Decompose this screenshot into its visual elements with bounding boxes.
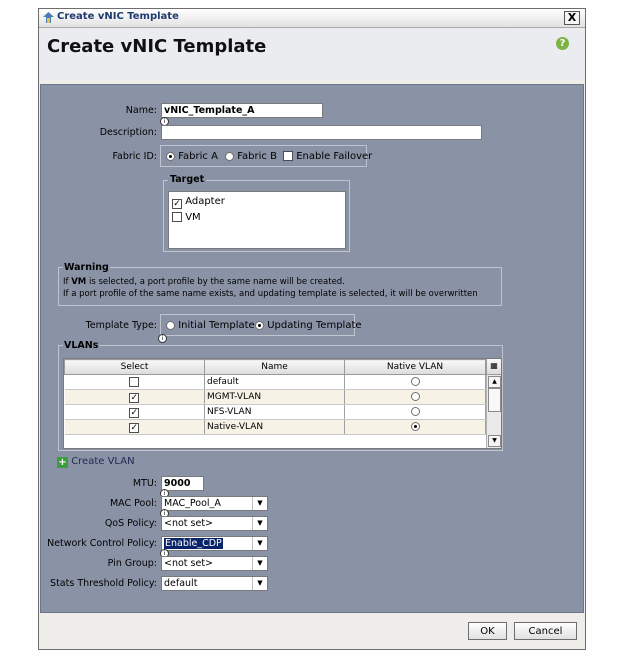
adapter-checkbox[interactable]: ✓ xyxy=(173,199,181,209)
fabric-a-option[interactable] xyxy=(166,151,218,162)
vlan-select-checkbox[interactable]: ✓ xyxy=(130,423,139,433)
ncp-info-icon: i xyxy=(160,549,169,558)
description-label: Description: xyxy=(99,127,157,138)
fabric-b-option[interactable] xyxy=(225,151,277,162)
form-panel xyxy=(40,84,584,613)
updating-template-option[interactable] xyxy=(255,320,362,331)
plus-icon: + xyxy=(58,457,67,468)
pin-group-select[interactable] xyxy=(161,556,268,571)
warning-group xyxy=(58,262,502,306)
network-control-policy-select[interactable] xyxy=(161,536,268,551)
help-icon[interactable]: ? xyxy=(556,37,569,50)
qos-policy-label: QoS Policy: xyxy=(104,518,157,529)
vlan-select-checkbox[interactable]: ✓ xyxy=(130,408,139,418)
mac-pool-value: MAC_Pool_A xyxy=(164,498,221,509)
dialog-header xyxy=(39,28,585,80)
select-cell xyxy=(65,375,205,390)
warning-text-rest: is selected, a port profile by the same name will be created. xyxy=(86,277,345,287)
native-cell xyxy=(345,405,486,420)
fabric-b-radio[interactable] xyxy=(225,152,234,161)
vlans-table-container xyxy=(63,358,502,449)
native-cell xyxy=(345,375,486,390)
close-button[interactable]: X xyxy=(564,11,580,25)
chevron-down-icon[interactable]: ▼ xyxy=(252,537,267,550)
create-vlan-link[interactable] xyxy=(57,456,135,468)
column-header-native-vlan[interactable]: Native VLAN xyxy=(345,360,486,375)
stats-threshold-policy-label: Stats Threshold Policy: xyxy=(50,578,157,589)
select-cell xyxy=(65,420,205,435)
initial-template-label: Initial Template xyxy=(178,320,255,331)
template-type-info-icon: i xyxy=(158,334,167,343)
network-control-policy-label: Network Control Policy: xyxy=(47,538,157,549)
chevron-down-icon[interactable]: ▼ xyxy=(252,517,267,530)
chevron-down-icon[interactable]: ▼ xyxy=(252,557,267,570)
table-row[interactable] xyxy=(65,420,486,435)
initial-template-radio[interactable] xyxy=(166,321,175,330)
scroll-down-icon[interactable]: ▼ xyxy=(488,435,501,447)
qos-policy-select[interactable] xyxy=(161,516,268,531)
vlans-scrollbar[interactable] xyxy=(486,375,501,448)
vlan-select-checkbox[interactable]: ✓ xyxy=(130,393,139,403)
native-cell xyxy=(345,420,486,435)
vlan-name-cell: default xyxy=(205,375,345,390)
updating-template-label: Updating Template xyxy=(267,320,362,331)
vlans-group xyxy=(58,340,503,451)
description-input[interactable] xyxy=(161,125,482,140)
template-type-group xyxy=(160,314,362,336)
enable-failover-option[interactable] xyxy=(283,151,372,162)
native-vlan-radio[interactable] xyxy=(411,392,420,401)
vlans-title: VLANs xyxy=(64,340,99,351)
vm-label: VM xyxy=(185,212,201,223)
adapter-label: Adapter xyxy=(185,196,225,207)
cancel-button[interactable]: Cancel xyxy=(514,622,577,640)
table-row[interactable] xyxy=(65,375,486,390)
mac-pool-select[interactable] xyxy=(161,496,268,511)
title-bar[interactable] xyxy=(39,9,585,28)
warning-title: Warning xyxy=(64,262,109,273)
pin-group-value: <not set> xyxy=(164,558,214,569)
fabric-b-label: Fabric B xyxy=(237,151,277,162)
mtu-input[interactable]: 9000 xyxy=(161,476,204,491)
mac-pool-label: MAC Pool: xyxy=(109,498,157,509)
scroll-up-icon[interactable]: ▲ xyxy=(488,376,501,388)
template-type-label: Template Type: xyxy=(85,320,157,331)
vlan-name-cell: MGMT-VLAN xyxy=(205,390,345,405)
vlan-select-checkbox[interactable] xyxy=(129,377,139,387)
warning-line-1 xyxy=(63,277,345,287)
column-header-name[interactable]: Name xyxy=(205,360,345,375)
target-adapter-item[interactable] xyxy=(172,196,225,209)
mac-pool-info-icon: i xyxy=(160,509,169,518)
mtu-label: MTU: xyxy=(132,478,157,489)
target-vm-item[interactable] xyxy=(172,212,201,223)
qos-policy-value: <not set> xyxy=(164,518,214,529)
name-label: Name: xyxy=(125,105,157,116)
app-icon xyxy=(43,12,54,23)
page-title: Create vNIC Template xyxy=(47,36,267,57)
initial-template-option[interactable] xyxy=(166,320,255,331)
stats-threshold-policy-value: default xyxy=(164,578,198,589)
target-list xyxy=(168,191,346,249)
table-row[interactable] xyxy=(65,390,486,405)
target-title: Target xyxy=(170,174,205,185)
select-cell xyxy=(65,390,205,405)
vm-checkbox[interactable] xyxy=(172,212,182,222)
enable-failover-label: Enable Failover xyxy=(296,151,373,162)
updating-template-radio[interactable] xyxy=(255,321,264,330)
enable-failover-checkbox[interactable] xyxy=(283,151,293,161)
stats-threshold-policy-select[interactable] xyxy=(161,576,268,591)
warning-vm-bold: VM xyxy=(71,277,87,287)
table-row[interactable] xyxy=(65,405,486,420)
vlan-name-cell: Native-VLAN xyxy=(205,420,345,435)
native-cell xyxy=(345,390,486,405)
warning-line-2: If a port profile of the same name exists, and updating template is selected, it will be overwritten xyxy=(63,289,478,299)
network-control-policy-value: Enable_CDP xyxy=(165,538,222,549)
window-title: Create vNIC Template xyxy=(57,11,179,22)
mtu-info-icon: i xyxy=(160,489,169,498)
native-vlan-radio[interactable] xyxy=(411,377,420,386)
name-info-icon: i xyxy=(160,117,169,126)
vlan-name-cell: NFS-VLAN xyxy=(205,405,345,420)
fabric-a-label: Fabric A xyxy=(178,151,218,162)
native-vlan-radio[interactable] xyxy=(411,407,420,416)
pin-group-label: Pin Group: xyxy=(107,558,157,569)
chevron-down-icon[interactable]: ▼ xyxy=(252,497,267,510)
vlans-table xyxy=(64,359,486,435)
scroll-thumb[interactable] xyxy=(488,388,501,412)
select-cell xyxy=(65,405,205,420)
native-vlan-radio[interactable] xyxy=(411,422,420,431)
warning-text: If xyxy=(63,277,72,287)
fabric-a-radio[interactable] xyxy=(166,152,175,161)
chevron-down-icon[interactable]: ▼ xyxy=(252,577,267,590)
column-chooser-icon[interactable]: ▦ xyxy=(486,359,501,375)
fabric-id-label: Fabric ID: xyxy=(112,151,157,162)
ok-button[interactable]: OK xyxy=(468,622,507,640)
dialog-window xyxy=(38,8,586,650)
column-header-select[interactable]: Select xyxy=(65,360,205,375)
target-group xyxy=(163,174,350,252)
fabric-id-group xyxy=(160,145,373,167)
create-vlan-label: Create VLAN xyxy=(71,456,135,467)
name-input[interactable]: vNIC_Template_A xyxy=(161,103,323,118)
